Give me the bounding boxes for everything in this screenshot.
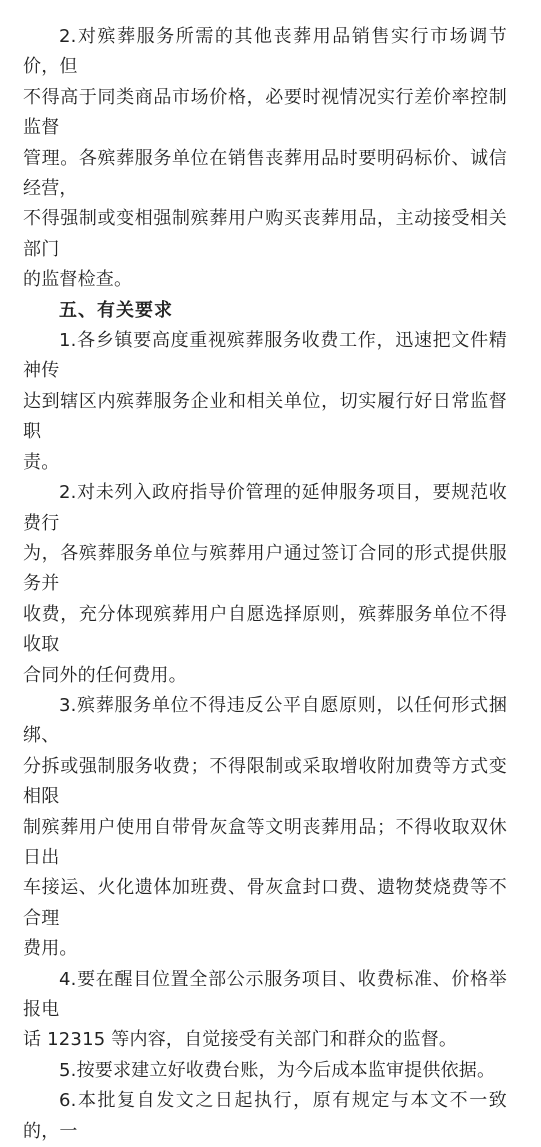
document-body [23, 22, 507, 1147]
requirement-item-5: 5.按要求建立好收费台账，为今后成本监审提供依据。 [59, 1059, 496, 1081]
requirement-item-1: 1.各乡镇要高度重视殡葬服务收费工作，迅速把文件精神传 达到辖区内殡葬服务企业和相关单位，切实履行好日常监督职 责。 [23, 330, 507, 473]
paragraph-item-2-retail-pricing: 2.对殡葬服务所需的其他丧葬用品销售实行市场调节价，但 不得高于同类商品市场价格，必要时视情况实行差价率控制监督 管理。各殡葬服务单位在销售丧葬用品时要明码标价、诚信经营， 不得强制或变相强制殡葬用户购买丧葬用品，主动接受相关部门 的监督检查。 [23, 26, 507, 291]
requirement-item-2: 2.对未列入政府指导价管理的延伸服务项目，要规范收费行 为，各殡葬服务单位与殡葬用户通过签订合同的形式提供服务并 收费，充分体现殡葬用户自愿选择原则，殡葬服务单位不得收取 合同外的任何费用。 [23, 482, 507, 686]
requirement-item-3: 3.殡葬服务单位不得违反公平自愿原则，以任何形式捆绑、 分拆或强制服务收费；不得限制或采取增收附加费等方式变相限 制殡葬用户使用自带骨灰盒等文明丧葬用品；不得收取双休日出 车接运、火化遗体加班费、骨灰盒封口费、遗物焚烧费等不合理 费用。 [23, 694, 507, 960]
section-heading-requirements: 五、有关要求 [59, 299, 173, 321]
requirement-item-6: 6.本批复自发文之日起执行，原有规定与本文不一致的，一 [23, 1090, 507, 1142]
requirement-item-4: 4.要在醒目位置全部公示服务项目、收费标准、价格举报电 话 12315 等内容，自觉接受有关部门和群众的监督。 [23, 968, 507, 1051]
